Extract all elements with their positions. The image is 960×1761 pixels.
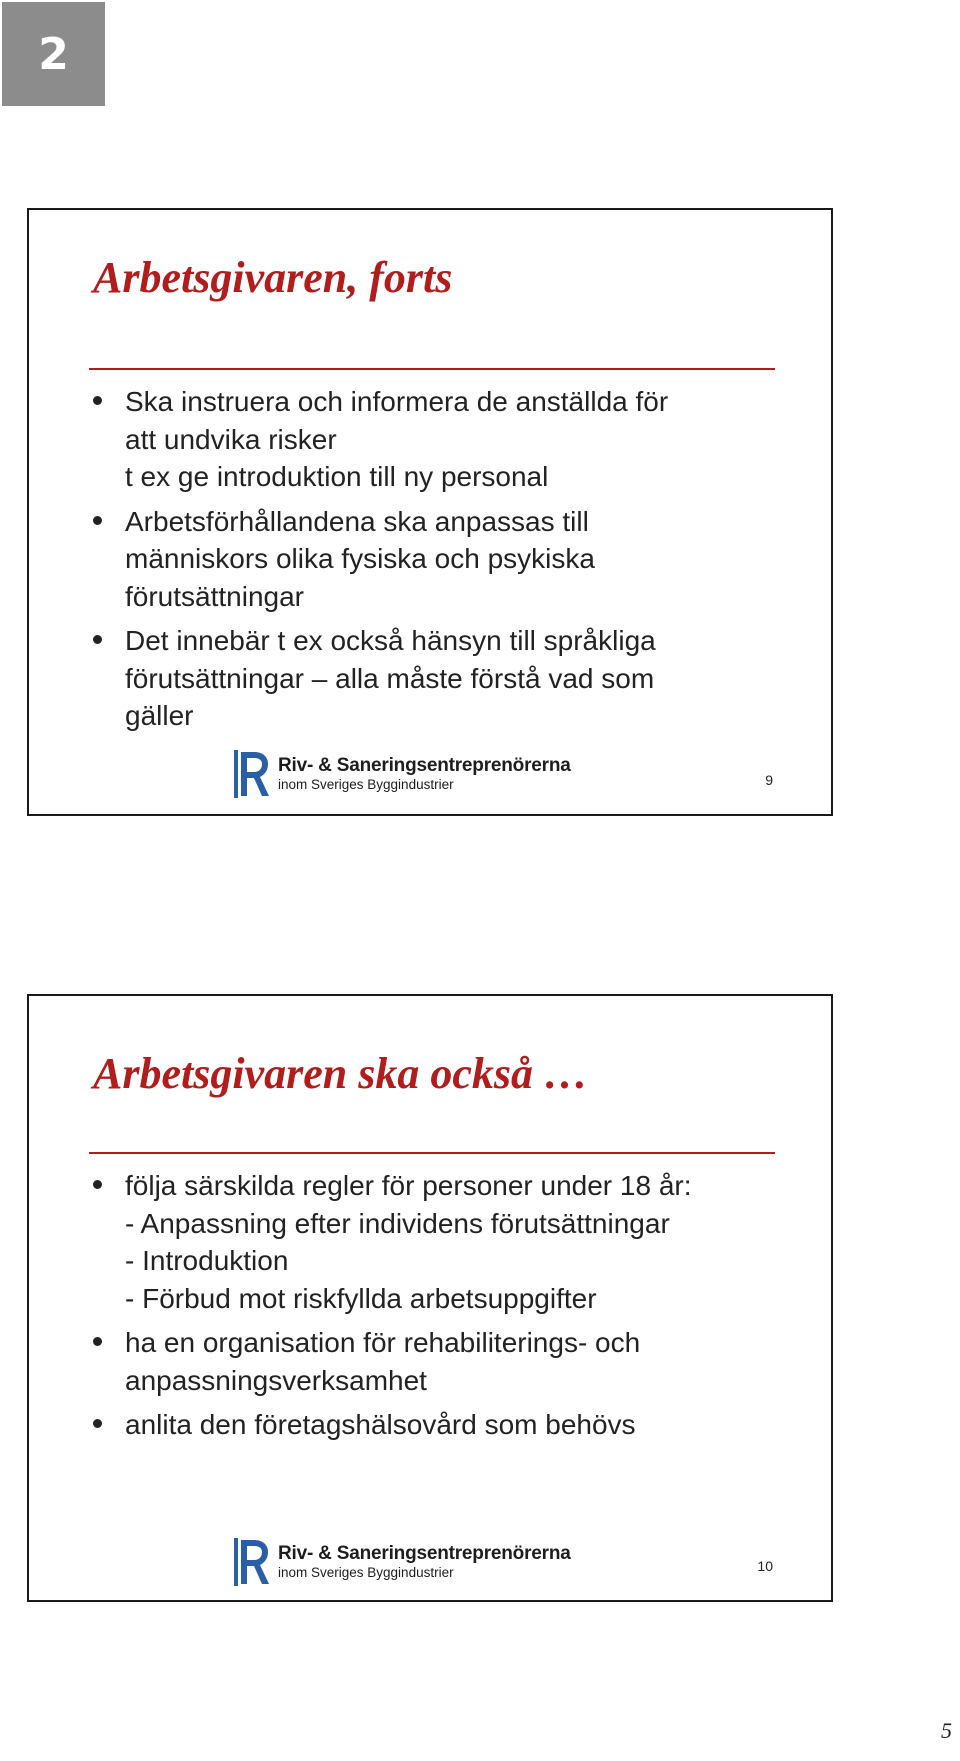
- bullet-text: följa särskilda regler för personer under 18 år: - Anpassning efter individens förutsättningar - Introduktion - Förbud mot riskfyllda arbetsuppgifter: [125, 1170, 692, 1314]
- company-logo-icon: [234, 1538, 270, 1586]
- page-number: 5: [941, 1718, 952, 1743]
- bullet-list: [89, 383, 789, 742]
- list-item: [89, 383, 789, 496]
- bullet-list: [89, 1167, 789, 1451]
- bullet-text: ha en organisation för rehabiliterings- och anpassningsverksamhet: [125, 1327, 641, 1396]
- slide-9: [27, 208, 833, 816]
- list-item: [89, 1167, 789, 1317]
- bullet-dot-icon: [93, 1180, 102, 1189]
- logo-name: Riv- & Saneringsentreprenörerna: [278, 1543, 571, 1565]
- bullet-dot-icon: [93, 396, 102, 405]
- title-divider: [89, 1152, 775, 1154]
- logo-subtitle: inom Sveriges Byggindustrier: [278, 1565, 454, 1581]
- slide-10: [27, 994, 833, 1602]
- page-badge: 2: [2, 2, 105, 106]
- slide-title: Arbetsgivaren ska också …: [93, 1049, 588, 1098]
- bullet-text: Ska instruera och informera de anställda för att undvika risker t ex ge introduktion till ny personal: [125, 386, 669, 492]
- slide-number: 10: [757, 1558, 773, 1574]
- bullet-dot-icon: [93, 1419, 102, 1428]
- title-divider: [89, 368, 775, 370]
- company-logo-icon: [234, 750, 270, 798]
- list-item: [89, 1406, 789, 1444]
- bullet-dot-icon: [93, 516, 102, 525]
- bullet-dot-icon: [93, 1337, 102, 1346]
- company-logo: [234, 1538, 571, 1586]
- logo-subtitle: inom Sveriges Byggindustrier: [278, 777, 454, 793]
- slide-title: Arbetsgivaren, forts: [93, 253, 453, 302]
- company-logo: [234, 750, 571, 798]
- list-item: [89, 1324, 789, 1399]
- bullet-text: Det innebär t ex också hänsyn till språkliga förutsättningar – alla måste förstå vad som gäller: [125, 625, 656, 731]
- bullet-dot-icon: [93, 635, 102, 644]
- logo-name: Riv- & Saneringsentreprenörerna: [278, 755, 571, 777]
- bullet-text: Arbetsförhållandena ska anpassas till människors olika fysiska och psykiska förutsättningar: [125, 505, 595, 612]
- list-item: [89, 503, 789, 616]
- bullet-text: anlita den företagshälsovård som behövs: [125, 1409, 636, 1440]
- slide-number: 9: [765, 772, 773, 788]
- list-item: [89, 622, 789, 735]
